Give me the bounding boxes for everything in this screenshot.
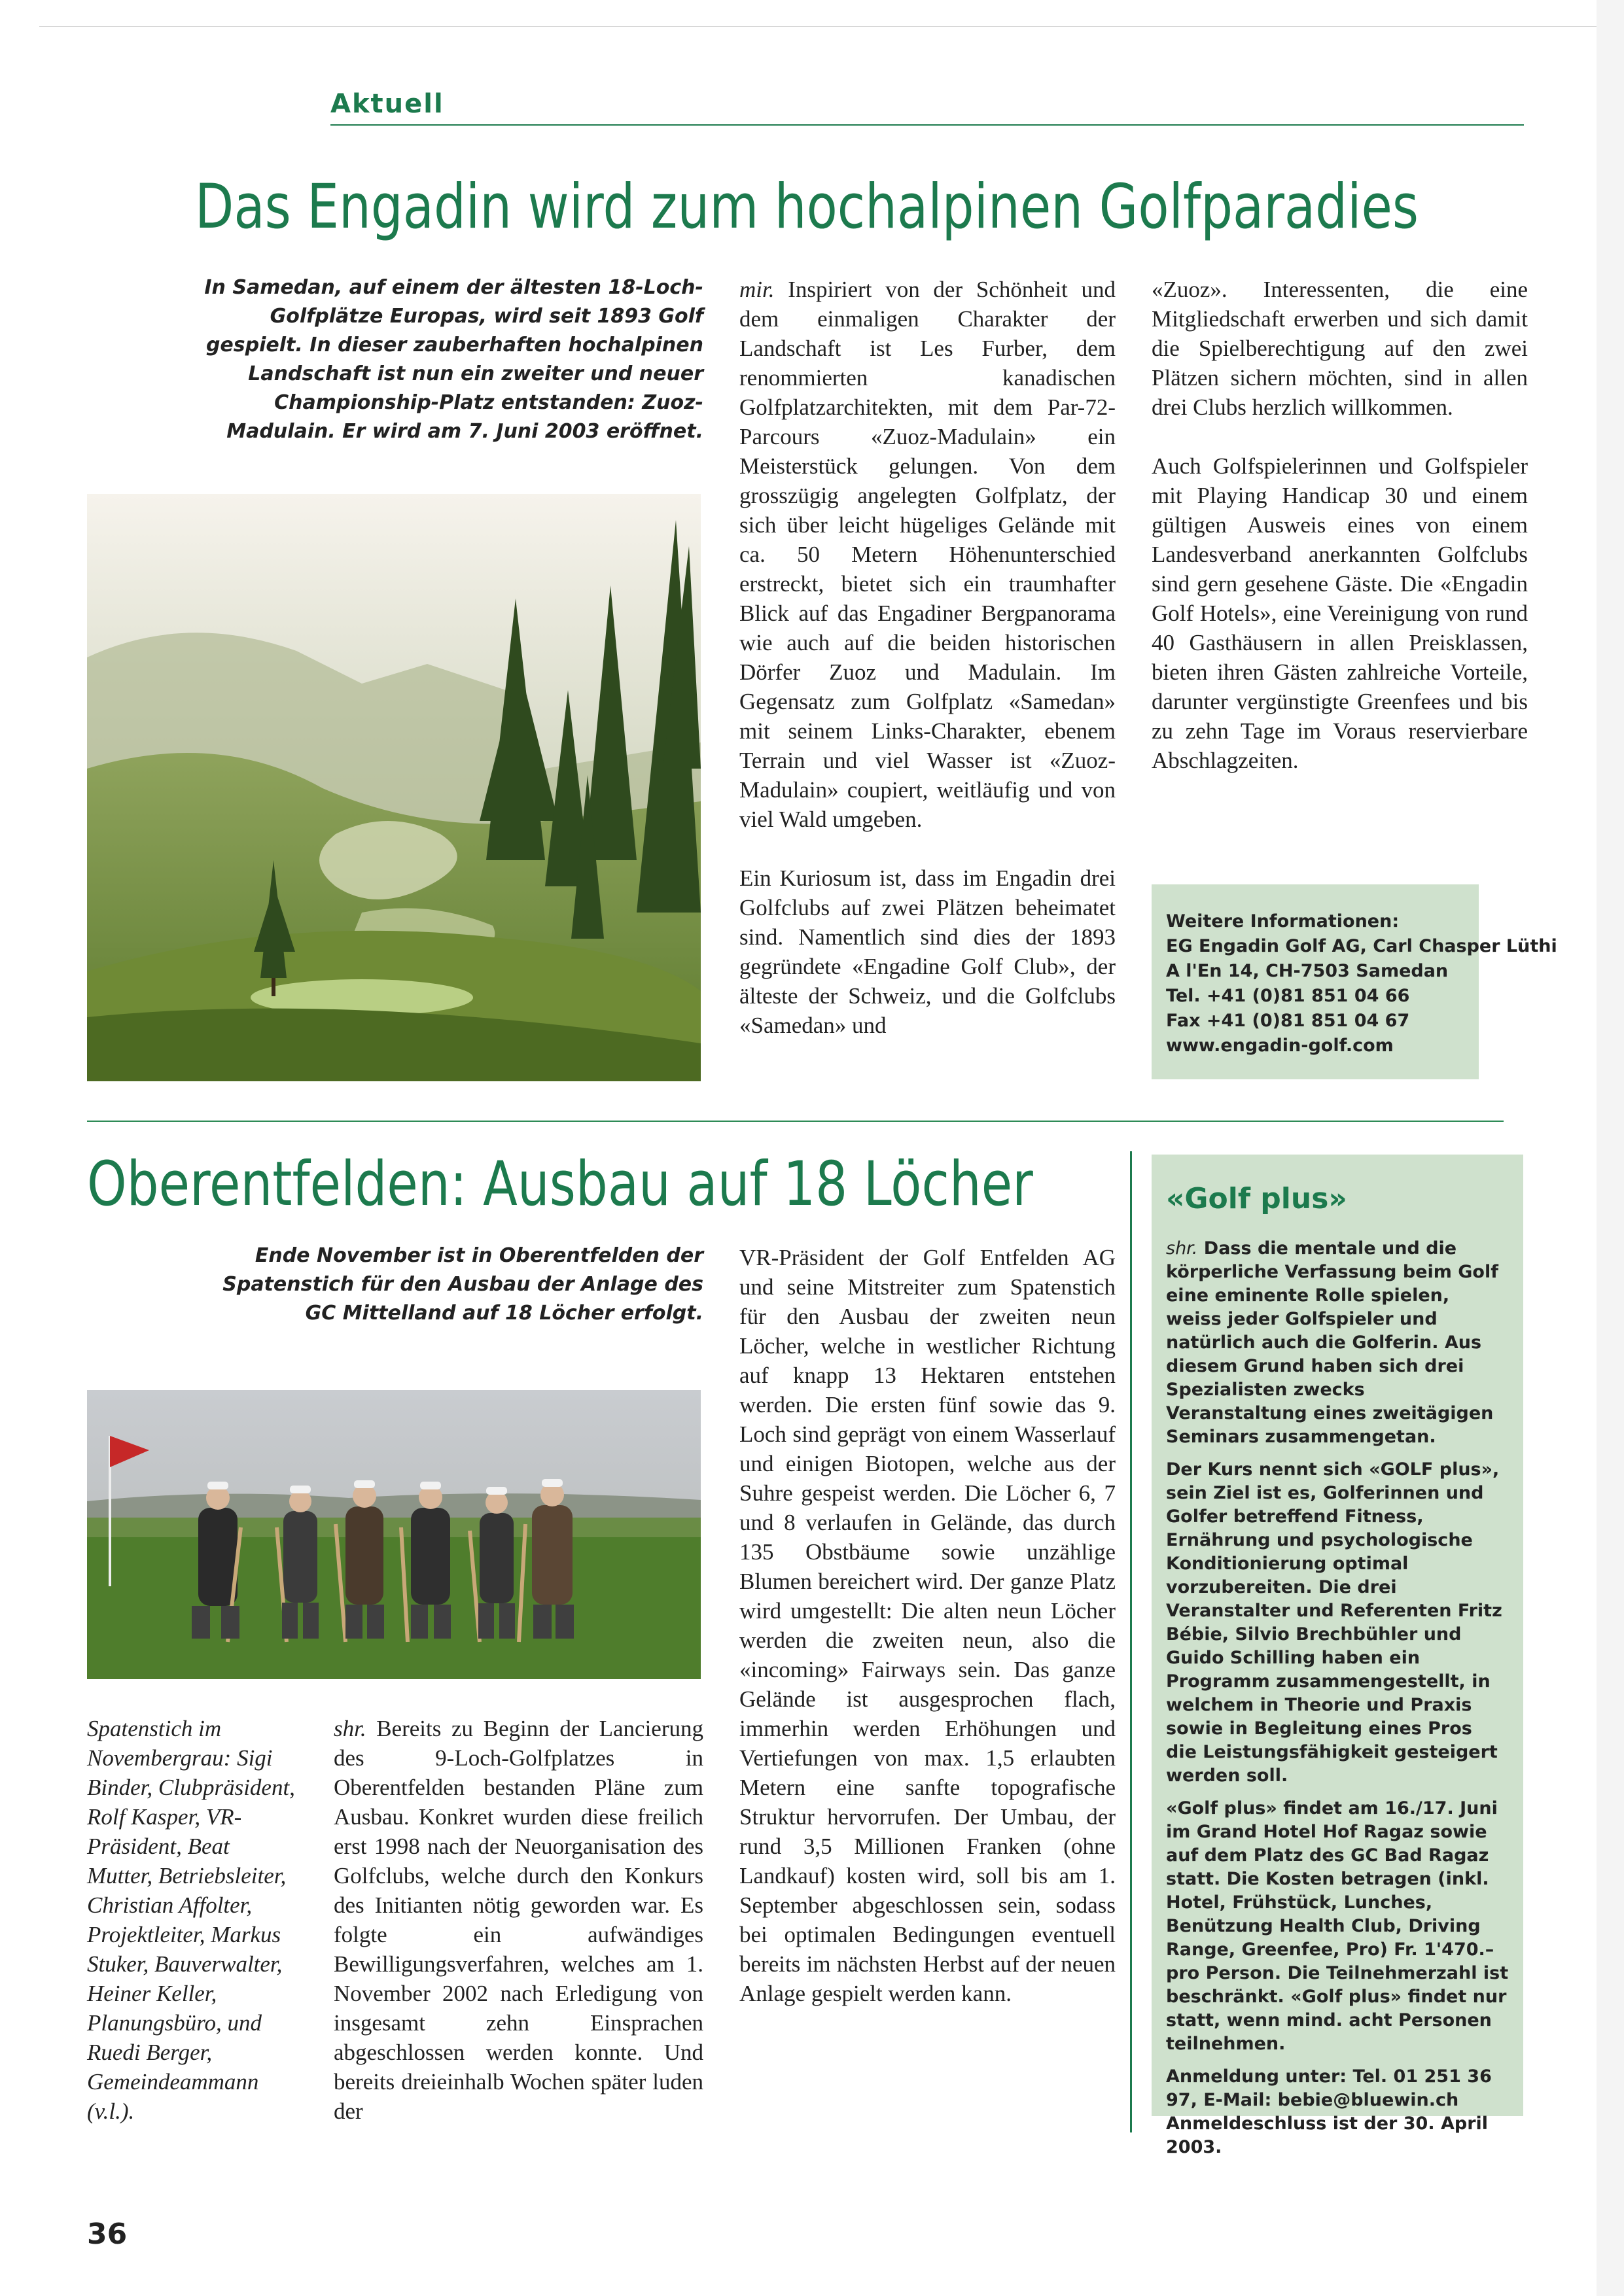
info-phone: Tel. +41 (0)81 851 04 66 (1166, 986, 1410, 1006)
info-company: EG Engadin Golf AG, Carl Chasper Lüthi (1166, 936, 1557, 956)
sidebar-rule (1130, 1151, 1132, 2132)
golf-plus-author: shr. (1166, 1238, 1198, 1259)
info-website: www.engadin-golf.com (1166, 1035, 1394, 1056)
top-hairline (39, 26, 1597, 27)
info-heading: Weitere Informationen: (1166, 911, 1400, 931)
article1-col2-paragraph2: Ein Kuriosum ist, dass im Engadin drei Golfclubs auf zwei Plätzen beheimatet sind. Namentlich sind dies der 1893 gegründete «Engadine Golf Club», der älteste der Schweiz, und die Golfclubs «Samedan» und (739, 865, 1116, 1038)
page-number: 36 (87, 2218, 128, 2251)
section-label: Aktuell (330, 89, 444, 119)
article2-col1-paragraph (334, 1714, 703, 2126)
article1-column3 (1152, 275, 1528, 775)
section-rule (330, 124, 1524, 126)
groundbreaking-photo (87, 1390, 701, 1679)
engadin-golf-course-photo (87, 494, 701, 1081)
further-information-box (1152, 884, 1557, 1079)
article-divider (87, 1121, 1504, 1122)
article2-col2-paragraph: VR-Präsident der Golf Entfelden AG und seine Mitstreiter zum Spatenstich für den Ausbau der zweiten neun Löcher, welche in westlicher Richtung auf knapp 13 Hektaren entstehen werden. Die ersten fünf sowie das 9. Loch sind geprägt von einem Wasserlauf und einigen Biotopen, welche aus der Suhre gespeist werden. Die Löcher 6, 7 und 8 verlaufen in Gelände, das durch 135 Obstbäume sowie unzählige Blumen bereichert wird. Der ganze Platz wird umgestellt: Die alten neun Löcher werden die zweiten neun, also die «incoming» Fairways sein. Das ganze Gelände ist ausgesprochen flach, immerhin werden Erhöhungen und Vertiefungen von max. 1,5 erlaubten Metern eine sanfte topografische Struktur hervorrufen. Der Umbau, der rund 3,5 Millionen Franken (ohne Landkauf) kosten wird, soll bis am 1. September abgeschlossen sein, sodass bei optimalen Bedingungen eventuell bereits im nächsten Herbst auf der neuen Anlage gespielt werden kann. (739, 1245, 1116, 2006)
article1-headline: Das Engadin wird zum hochalpinen Golfparadies (195, 171, 1419, 243)
info-fax: Fax +41 (0)81 851 04 67 (1166, 1011, 1410, 1031)
golf-plus-text1: Dass die mentale und die körperliche Verfassung beim Golf eine eminente Rolle spielen, weiss jeder Golfspieler und natürlich auch die Golferin. Aus diesem Grund haben sich drei Spezialisten zwecks Veranstaltung eines zweitägigen Seminars zusammengetan. (1166, 1238, 1498, 1447)
article2-lead: Ende November ist in Oberentfelden der Spatenstich für den Ausbau der Anlage des GC Mittelland auf 18 Löcher erfolgt. (222, 1244, 703, 1325)
golf-plus-paragraph3: «Golf plus» findet am 16./17. Juni im Grand Hotel Hof Ragaz sowie auf dem Platz des GC Bad Ragaz statt. Die Kosten betragen (inkl. Hotel, Frühstück, Lunches, Benützung Health Club, Driving Range, Greenfee, Pro) Fr. 1'470.– pro Person. Die Teilnehmerzahl ist beschränkt. «Golf plus» findet nur statt, wenn mind. acht Personen teilnehmen. (1166, 1798, 1509, 2054)
article1-col3-paragraph2: Auch Golfspielerinnen und Golfspieler mit Playing Handicap 30 und einem gültigen Ausweis eines von einem Landesverband anerkannten Golfclubs sind gern gesehene Gäste. Die «Engadin Golf Hotels», eine Vereinigung von rund 40 Gasthäusern in allen Preisklassen, bieten ihren Gästen zahlreiche Vorteile, darunter vergünstigte Greenfees und bis zu zehn Tage im Voraus reservierbare Abschlagzeiten. (1152, 453, 1528, 773)
info-address: A l'En 14, CH-7503 Samedan (1166, 961, 1449, 981)
article1-col3-paragraph1: «Zuoz». Interessenten, die eine Mitgliedschaft erwerben und sich damit die Spielberechtigung auf den zwei Plätzen sichern möchten, sind in allen drei Clubs herzlich willkommen. (1152, 277, 1528, 420)
article1-column2 (739, 275, 1116, 1040)
page-edge (1597, 0, 1624, 2296)
golf-plus-paragraph1 (1166, 1237, 1509, 1449)
article2-column2 (739, 1243, 1116, 2008)
golf-plus-paragraph4: Anmeldung unter: Tel. 01 251 36 97, E-Mail: bebie@bluewin.ch Anmeldeschluss ist der 30. April 2003. (1166, 2066, 1492, 2157)
article2-column1 (334, 1714, 703, 2126)
article1-lead: In Samedan, auf einem der ältesten 18-Loch-Golfplätze Europas, wird seit 1893 Golf gespielt. In dieser zauberhaften hochalpinen Landschaft ist nun ein zweiter und neuer Championship-Platz entstanden: Zuoz-Madulain. Er wird am 7. Juni 2003 eröffnet. (204, 276, 703, 443)
article2-author: shr. (334, 1716, 366, 1741)
article1-col2-paragraph1 (739, 275, 1116, 834)
article2-headline: Oberentfelden: Ausbau auf 18 Löcher (87, 1149, 1033, 1220)
photo-caption: Spatenstich im Novembergrau: Sigi Binder, Clubpräsident, Rolf Kasper, VR-Präsident, Beat Mutter, Betriebsleiter, Christian Affolter, Projektleiter, Markus Stuker, Bauverwalter, Heiner Keller, Planungsbüro, und Ruedi Berger, Gemeindeammann (v.l.). (87, 1716, 295, 2124)
golf-plus-title: «Golf plus» (1166, 1182, 1347, 1215)
article1-col2-text1: Inspiriert von der Schönheit und dem einmaligen Charakter der Landschaft ist Les Furber, dem renommierten kanadischen Golfplatzarchitekten, mit dem Par-72-Parcours «Zuoz-Madulain» ein Meisterstück gelungen. Von dem grosszügig angelegten Golfplatz, der sich über leicht hügeliges Gelände mit ca. 50 Metern Höhenunterschied erstreckt, bietet sich ein traumhafter Blick auf das Engadiner Bergpanorama wie auch auf die beiden historischen Dörfer Zuoz und Madulain. Im Gegensatz zum Golfplatz «Samedan» mit seinem Links-Charakter, ebenem Terrain und viel Wasser ist «Zuoz-Madulain» coupiert, weitläufig und von viel Wald umgeben. (739, 277, 1116, 832)
golf-plus-paragraph2: Der Kurs nennt sich «GOLF plus», sein Ziel ist es, Golferinnen und Golfer betreffend Fitness, Ernährung und psychologische Konditionierung optimal vorzubereiten. Die drei Veranstalter und Referenten Fritz Bébie, Silvio Brechbühler und Guido Schilling haben ein Programm zusammengestellt, in welchem in Theorie und Praxis sowie in Begleitung eines Pros die Leistungsfähigkeit gesteigert werden soll. (1166, 1459, 1502, 1786)
article2-col1-text: Bereits zu Beginn der Lancierung des 9-Loch-Golfplatzes in Oberentfelden bestanden Pläne zum Ausbau. Konkret wurden diese freilich erst 1998 nach der Neuorganisation des Golfclubs, welche durch den Konkurs des Initianten nötig geworden war. Es folgte ein aufwändiges Bewilligungsverfahren, welches am 1. November 2002 nach Erledigung von insgesamt zehn Einsprachen abgeschlossen werden konnte. Und bereits dreieinhalb Wochen später luden der (334, 1716, 703, 2124)
article1-author: mir. (739, 277, 775, 302)
golf-plus-sidebar (1152, 1155, 1523, 2157)
